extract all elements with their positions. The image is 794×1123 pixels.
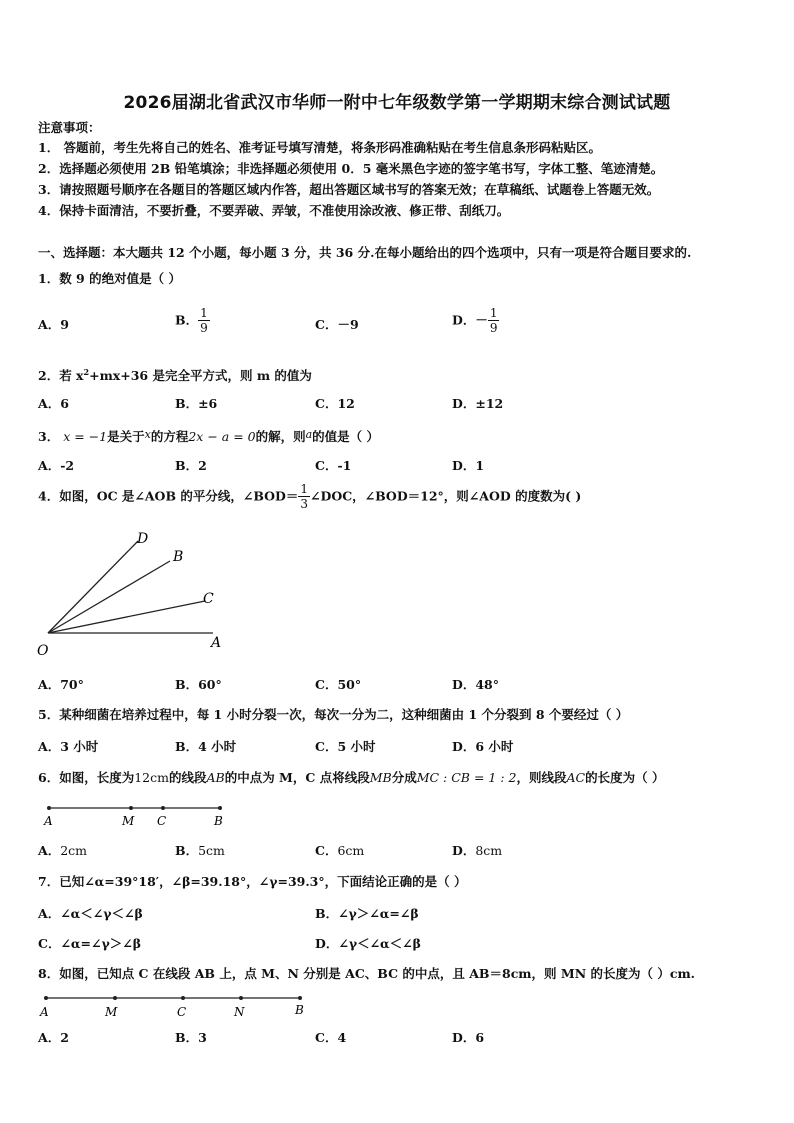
label-c: C: [203, 591, 214, 607]
q6-option-a-prefix: A．: [38, 843, 61, 858]
q8-option-a: A．2: [38, 1030, 69, 1045]
q1-option-d: [452, 306, 499, 335]
q4-option-b: B．60°: [175, 677, 222, 692]
q1-option-c: C．－9: [315, 317, 359, 332]
label-c: C: [177, 1005, 187, 1019]
q3-option-d: D．1: [452, 458, 485, 473]
q6-text-5: ，则线段: [516, 770, 567, 785]
q2-stem: [38, 364, 312, 384]
q3-text-1: 是关于: [107, 429, 145, 444]
q1-d-numerator: 1: [489, 306, 498, 320]
label-b: B: [214, 814, 223, 828]
q3-option-c: C．-1: [315, 458, 352, 473]
point-c: [181, 996, 185, 1000]
ray-ob: [48, 561, 170, 633]
q6-option-b-value: 5cm: [198, 843, 225, 858]
q6-text-3: 的中点为 M，C 点将线段: [224, 770, 370, 785]
q3-stem: [38, 427, 379, 445]
q4-option-d: D．48°: [452, 677, 499, 692]
point-n: [239, 996, 243, 1000]
q4-option-c: C．50°: [315, 677, 362, 692]
q3-number: 3．: [38, 429, 60, 444]
q6-ratio: MC : CB = 1 : 2: [416, 770, 517, 785]
q1-b-denominator: 9: [200, 321, 208, 335]
q2-option-b: B．±6: [175, 396, 218, 411]
q6-segment-mb: MB: [369, 770, 392, 785]
q1-b-numerator: 1: [200, 306, 208, 320]
q3-option-a: A．-2: [38, 458, 75, 473]
label-o: O: [37, 643, 49, 659]
q5-option-c: C．5 小时: [315, 739, 376, 754]
q8-option-b: B．3: [175, 1030, 207, 1045]
q1-d-denominator: 9: [489, 321, 498, 335]
point-a: [44, 996, 48, 1000]
notice-heading: 注意事项：: [38, 120, 101, 135]
q6-option-c-prefix: C．: [315, 843, 338, 858]
q6-option-c-value: 6cm: [337, 843, 365, 858]
q8-option-c: C．4: [315, 1030, 347, 1045]
q7-option-c: C．∠α=∠γ＞∠β: [38, 936, 142, 951]
q5-option-b: B．4 小时: [175, 739, 237, 754]
q7-option-a: A．∠α＜∠γ＜∠β: [38, 906, 143, 921]
q4-stem: [38, 482, 581, 511]
q6-option-a-value: 2cm: [60, 843, 88, 858]
q1-option-b-prefix: B．: [175, 312, 199, 328]
q4-stem-start: 4．如图，OC 是∠AOB 的平分线，∠BOD＝: [38, 488, 299, 504]
q3-variable-x: x: [144, 428, 151, 441]
q3-text-4: 的值是（ ）: [312, 429, 380, 444]
q6-segment-ab: AB: [206, 770, 225, 785]
point-m: [113, 996, 117, 1000]
q8-option-d: D．6: [452, 1030, 485, 1045]
q6-segment-ac: AC: [566, 770, 586, 785]
q1-option-b-fraction: [198, 306, 210, 335]
q4-angle-figure: [30, 525, 230, 660]
q4-option-a: A．70°: [38, 677, 84, 692]
notice-item-2: 2．选择题必须使用 2B 铅笔填涂；非选择题必须使用 0．5 毫米黑色字迹的签字笔书写，字体工整、笔迹清楚。: [38, 161, 664, 176]
q6-text-4: 分成: [391, 770, 417, 785]
point-b: [218, 806, 222, 810]
q6-option-b-prefix: B．: [175, 843, 199, 858]
q6-stem: [38, 770, 664, 786]
point-b: [298, 996, 302, 1000]
q4-stem-end: ∠DOC，∠BOD＝12°，则∠AOD 的度数为( ): [310, 488, 582, 504]
q4-denominator: 3: [300, 497, 309, 511]
point-a: [47, 806, 51, 810]
q1-option-d-prefix: D．－: [452, 312, 488, 328]
label-a: A: [44, 814, 53, 828]
q6-text-1: 6．如图，长度为: [38, 770, 135, 785]
q2-option-d: D．±12: [452, 396, 504, 411]
q6-length: 12cm: [134, 770, 169, 785]
q6-option-b: [175, 843, 225, 859]
label-m: M: [105, 1005, 118, 1019]
q6-option-c: [315, 843, 364, 859]
q5-option-d: D．6 小时: [452, 739, 514, 754]
q1-stem: 1．数 9 的绝对值是（ ）: [38, 271, 181, 286]
q7-option-d: D．∠γ＜∠α＜∠β: [315, 936, 421, 951]
notice-item-3: 3．请按照题号顺序在各题目的答题区域内作答，超出答题区域书写的答案无效；在草稿纸、试题卷上答题无效。: [38, 182, 660, 197]
q6-option-a: [38, 843, 87, 859]
q6-text-6: 的长度为（ ）: [585, 770, 665, 785]
q4-fraction: [298, 482, 310, 511]
q2-option-c: C．12: [315, 396, 355, 411]
label-b: B: [295, 1003, 304, 1017]
q3-expression-1: x = −1: [63, 429, 108, 444]
point-c: [161, 806, 165, 810]
point-m: [129, 806, 133, 810]
page-title: 2026届湖北省武汉市华师一附中七年级数学第一学期期末综合测试试题: [123, 93, 671, 113]
q6-option-d-prefix: D．: [452, 843, 476, 858]
q2-stem-start: 2．若 x: [38, 368, 84, 384]
q1-option-a: A．9: [38, 317, 69, 332]
label-a: A: [211, 635, 222, 651]
q5-stem: 5．某种细菌在培养过程中，每 1 小时分裂一次，每次一分为二，这种细菌由 1 个分裂到 8 个要经过（ ）: [38, 707, 629, 722]
q6-segment-figure: [38, 800, 238, 828]
q2-stem-end: +mx+36 是完全平方式，则 m 的值为: [89, 368, 312, 384]
q6-option-d-value: 8cm: [475, 843, 503, 858]
label-m: M: [122, 814, 135, 828]
label-a: A: [40, 1005, 49, 1019]
q8-segment-figure: [38, 990, 318, 1020]
q3-text-3: 的解，则: [255, 429, 306, 444]
q3-expression-2: 2x − a = 0: [188, 429, 256, 444]
q2-option-a: A．6: [38, 396, 69, 411]
q3-text-2: 的方程: [150, 429, 189, 444]
label-d: D: [137, 531, 149, 547]
q5-option-a: A．3 小时: [38, 739, 99, 754]
ray-oc: [48, 601, 205, 633]
q8-stem: 8．如图，已知点 C 在线段 AB 上，点 M、N 分别是 AC、BC 的中点，且 AB＝8cm，则 MN 的长度为（ ）cm.: [38, 966, 696, 981]
q4-numerator: 1: [300, 482, 309, 496]
q7-stem: 7．已知∠α=39°18′，∠β=39.18°，∠γ=39.3°，下面结论正确的是（ ）: [38, 874, 467, 889]
section-heading: 一、选择题：本大题共 12 个小题，每小题 3 分，共 36 分.在每小题给出的四个选项中，只有一项是符合题目要求的.: [38, 245, 692, 260]
notice-item-1: 1． 答题前，考生先将自己的姓名、准考证号填写清楚，将条形码准确粘贴在考生信息条形码粘贴区。: [38, 140, 602, 155]
q6-text-2: 的线段: [168, 770, 207, 785]
q3-option-b: B．2: [175, 458, 207, 473]
label-b: B: [173, 549, 184, 565]
q1-option-d-fraction: [488, 306, 500, 335]
label-n: N: [234, 1005, 245, 1019]
q2-stem-exponent: 2: [83, 367, 90, 377]
notice-item-4: 4．保持卡面清洁，不要折叠，不要弄破、弄皱，不准使用涂改液、修正带、刮纸刀。: [38, 203, 510, 218]
label-c: C: [157, 814, 167, 828]
ray-od: [48, 541, 138, 633]
q6-option-d: [452, 843, 502, 859]
q1-option-b: [175, 306, 210, 335]
q7-option-b: B．∠γ＞∠α=∠β: [315, 906, 419, 921]
q3-variable-a: a: [305, 428, 313, 441]
